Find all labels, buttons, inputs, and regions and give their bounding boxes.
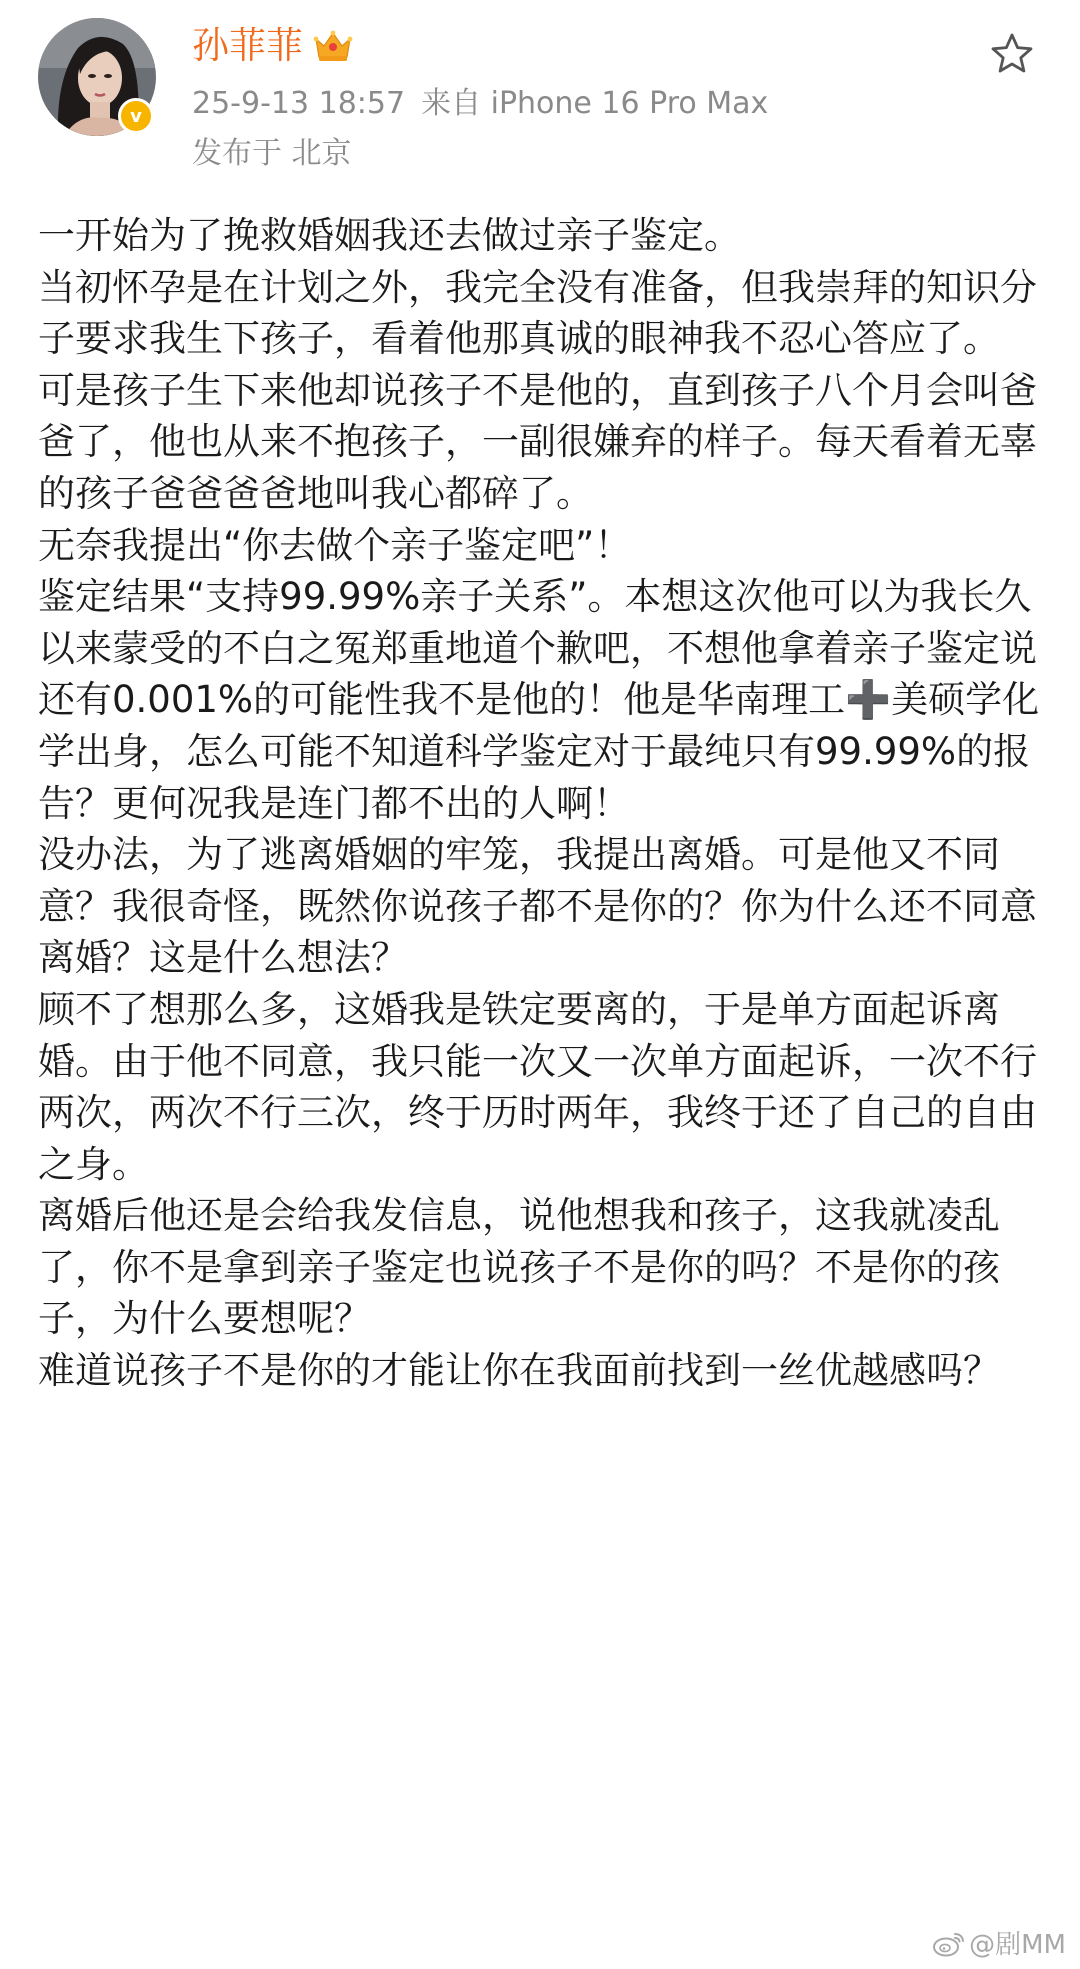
post-paragraph: 难道说孩子不是你的才能让你在我面前找到一丝优越感吗？ <box>38 1349 1000 1393</box>
post-paragraph: 离婚后他还是会给我发信息，说他想我和孩子，这我就凌乱了，你不是拿到亲子鉴定也说孩子不是你的吗？不是你的孩子，为什么要想呢？ <box>38 1194 1000 1341</box>
post-source: 来自 iPhone 16 Pro Max <box>421 86 769 121</box>
author-row <box>192 24 353 68</box>
watermark-text: @剧MM <box>969 1930 1066 1960</box>
post-time: 25-9-13 18:57 <box>192 86 406 121</box>
weibo-logo-icon <box>931 1928 967 1958</box>
post-header <box>0 0 1080 200</box>
verified-v-icon: v <box>118 98 154 134</box>
post-paragraph: 一开始为了挽救婚姻我还去做过亲子鉴定。 <box>38 214 741 257</box>
post-paragraph: 顾不了想那么多，这婚我是铁定要离的，于是单方面起诉离婚。由于他不同意，我只能一次又一次单方面起诉，一次不行两次，两次不行三次，终于历时两年，我终于还了自己的自由之身。 <box>38 987 1037 1186</box>
post-meta <box>192 86 768 122</box>
author-name[interactable]: 孙菲菲 <box>192 24 303 67</box>
post-paragraph: 鉴定结果“支持99.99%亲子关系”。本想这次他可以为我长久以来蒙受的不白之冤郑重地道个歉吧，不想他拿着亲子鉴定说还有0.001%的可能性我不是他的！他是华南理工➕美硕学化学出身，怎么可能不知道科学鉴定对于最纯只有99.99%的报告？更何况我是连门都不出的人啊！ <box>38 575 1040 825</box>
watermark <box>931 1924 1066 1961</box>
post-paragraph: 没办法，为了逃离婚姻的牢笼，我提出离婚。可是他又不同意？我很奇怪，既然你说孩子都不是你的？你为什么还不同意离婚？这是什么想法？ <box>38 833 1037 980</box>
post-location: 发布于 北京 <box>192 136 352 171</box>
star-outline-icon[interactable] <box>988 30 1036 78</box>
crown-icon <box>313 29 353 63</box>
post-paragraph: 当初怀孕是在计划之外，我完全没有准备，但我崇拜的知识分子要求我生下孩子，看着他那真诚的眼神我不忍心答应了。 <box>38 265 1037 361</box>
post-paragraph: 可是孩子生下来他却说孩子不是他的，直到孩子八个月会叫爸爸了，他也从来不抱孩子，一副很嫌弃的样子。每天看着无辜的孩子爸爸爸爸地叫我心都碎了。 <box>38 368 1037 515</box>
post-paragraph: 无奈我提出“你去做个亲子鉴定吧”！ <box>38 523 632 567</box>
post-body <box>38 210 1050 1397</box>
